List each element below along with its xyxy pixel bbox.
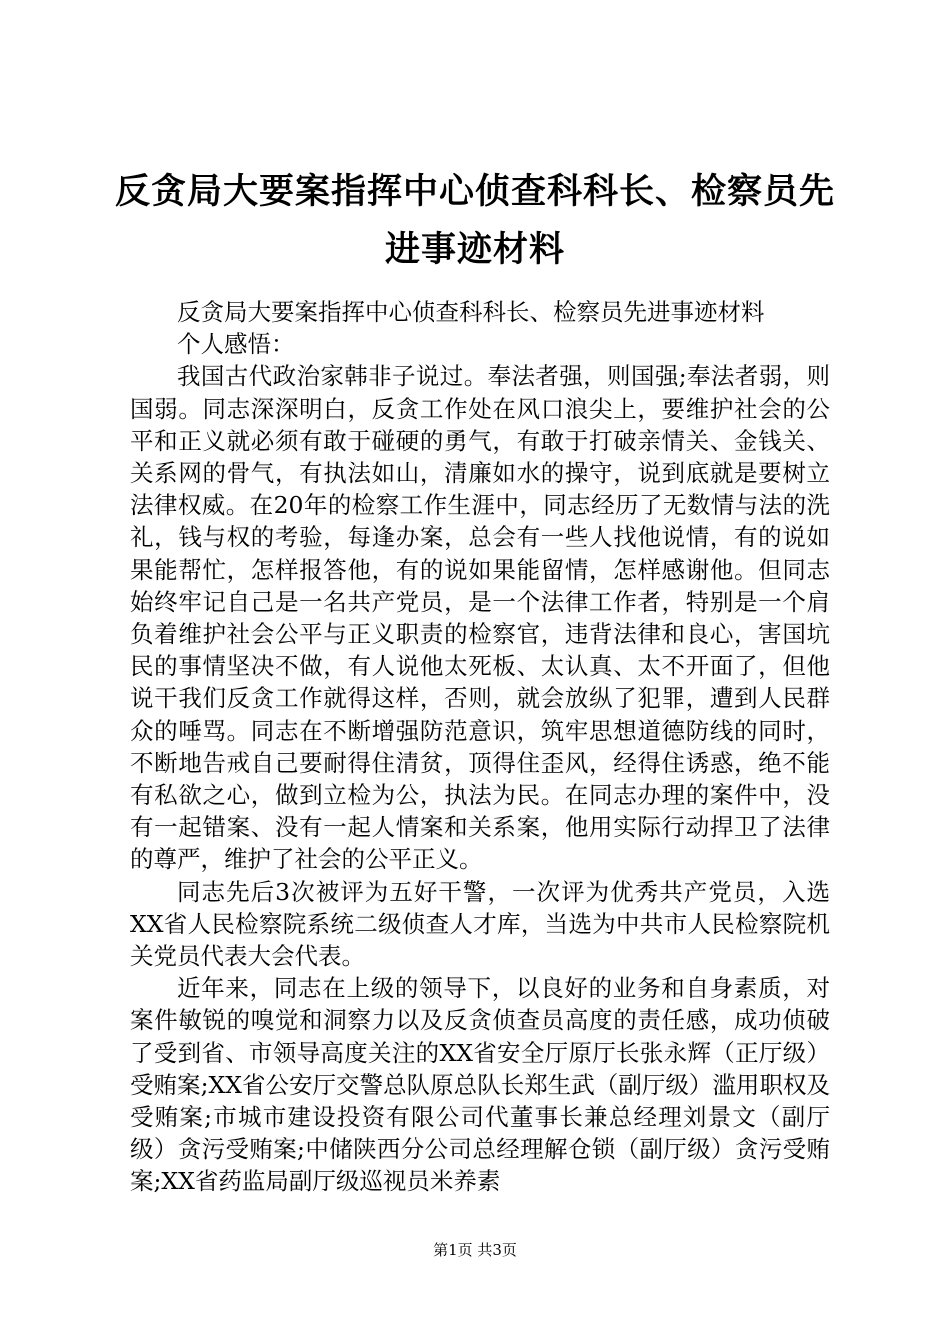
page-number-footer: 第1页 共3页 — [433, 1241, 517, 1259]
document-body — [130, 296, 830, 1198]
subtitle-paragraph: 反贪局大要案指挥中心侦查科科长、检察员先进事迹材料 — [177, 298, 765, 326]
body-paragraph: 我国古代政治家韩非子说过。奉法者强，则国强;奉法者弱，则国弱。同志深深明白，反贪工作处在风口浪尖上，要维护社会的公平和正义就必须有敢于碰硬的勇气，有敢于打破亲情关、金钱关、关系网的骨气，有执法如山，清廉如水的操守，说到底就是要树立法律权威。在20年的检察工作生涯中，同志经历了无数情与法的洗礼，钱与权的考验，每逢办案，总会有一些人找他说情，有的说如果能帮忙，怎样报答他，有的说如果能留情，怎样感谢他。但同志始终牢记自己是一名共产党员，是一个法律工作者，特别是一个肩负着维护社会公平与正义职责的检察官，违背法律和良心，害国坑民的事情坚决不做，有人说他太死板、太认真、太不开面了，但他说干我们反贪工作就得这样，否则，就会放纵了犯罪，遭到人民群众的唾骂。同志在不断增强防范意识，筑牢思想道德防线的同时，不断地告戒自己要耐得住清贫，顶得住歪风，经得住诱惑，绝不能有私欲之心，做到立检为公，执法为民。在同志办理的案件中，没有一起错案、没有一起人情案和关系案，他用实际行动捍卫了法律的尊严，维护了社会的公平正义。 — [130, 362, 830, 874]
body-paragraph: 同志先后3次被评为五好干警，一次评为优秀共产党员，入选XX省人民检察院系统二级侦查人才库，当选为中共市人民检察院机关党员代表大会代表。 — [130, 877, 830, 971]
section-heading: 个人感悟： — [177, 330, 295, 359]
document-title: 反贪局大要案指挥中心侦查科科长、检察员先进事迹材料 — [114, 172, 835, 270]
body-paragraph: 近年来，同志在上级的领导下，以良好的业务和自身素质，对案件敏锐的嗅觉和洞察力以及反贪侦查员高度的责任感，成功侦破了受到省、市领导高度关注的XX省安全厅原厅长张永辉（正厅级）受贿案;XX省公安厅交警总队原总队长郑生武（副厅级）滥用职权及受贿案;市城市建设投资有限公司代董事长兼总经理刘景文（副厅级）贪污受贿案;中储陕西分公司总经理解仓锁（副厅级）贪污受贿案;XX省药监局副厅级巡视员米养素 — [130, 974, 830, 1196]
